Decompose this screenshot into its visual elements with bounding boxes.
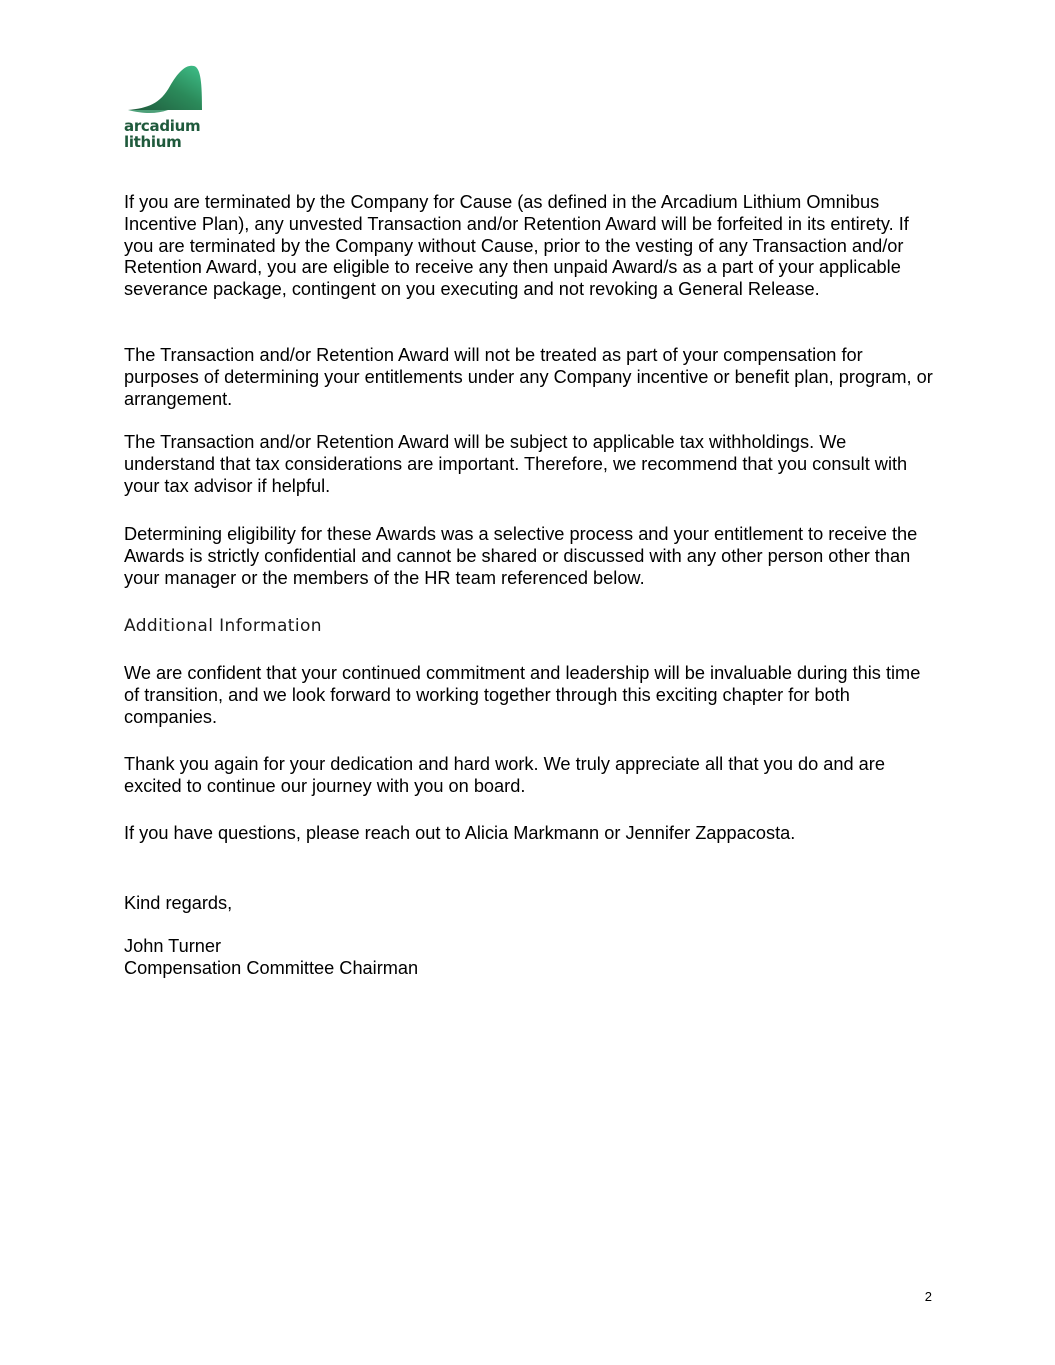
signatory-title: Compensation Committee Chairman — [124, 958, 419, 978]
leaf-wave-icon — [124, 64, 204, 114]
logo-line-1: arcadium — [124, 117, 201, 135]
paragraph-confidentiality: Determining eligibility for these Awards was a selective process and your entitlement to receive the Awards is strictly confidential and cannot be shared or discussed with any other person other than your manager or the members of the HR team referenced below. — [124, 524, 918, 588]
paragraph-tax: The Transaction and/or Retention Award will be subject to applicable tax withholdings. We understand that tax considerations are important. Therefore, we recommend that you consult with your tax advisor if helpful. — [124, 432, 908, 496]
paragraph-compensation: The Transaction and/or Retention Award will not be treated as part of your compensation for purposes of determining your entitlements under any Company incentive or benefit plan, program, or arrangement. — [124, 345, 933, 409]
logo-line-2: lithium — [124, 133, 182, 151]
closing-salutation: Kind regards, — [124, 893, 233, 913]
page-number: 2 — [924, 1289, 932, 1304]
paragraph-commitment: We are confident that your continued commitment and leadership will be invaluable during this time of transition, and we look forward to working together through this exciting chapter for both companies. — [124, 663, 921, 727]
paragraph-thanks: Thank you again for your dedication and hard work. We truly appreciate all that you do and are excited to continue our journey with you on board. — [124, 754, 885, 796]
paragraph-contacts: If you have questions, please reach out to Alicia Markmann or Jennifer Zappacosta. — [124, 823, 796, 843]
paragraph-termination: If you are terminated by the Company for Cause (as defined in the Arcadium Lithium Omnibus Incentive Plan), any unvested Transaction and/or Retention Award will be forfeited in its entirety. If you are terminated by the Company without Cause, prior to the vesting of any Transaction and/or Retention Award, you are eligible to receive any then unpaid Award/s as a part of your applicable severance package, contingent on you executing and not revoking a General Release. — [124, 192, 909, 300]
logo-wordmark — [124, 118, 214, 150]
signatory-name: John Turner — [124, 936, 222, 956]
section-heading: Additional Information — [124, 616, 322, 636]
company-logo — [124, 64, 214, 156]
